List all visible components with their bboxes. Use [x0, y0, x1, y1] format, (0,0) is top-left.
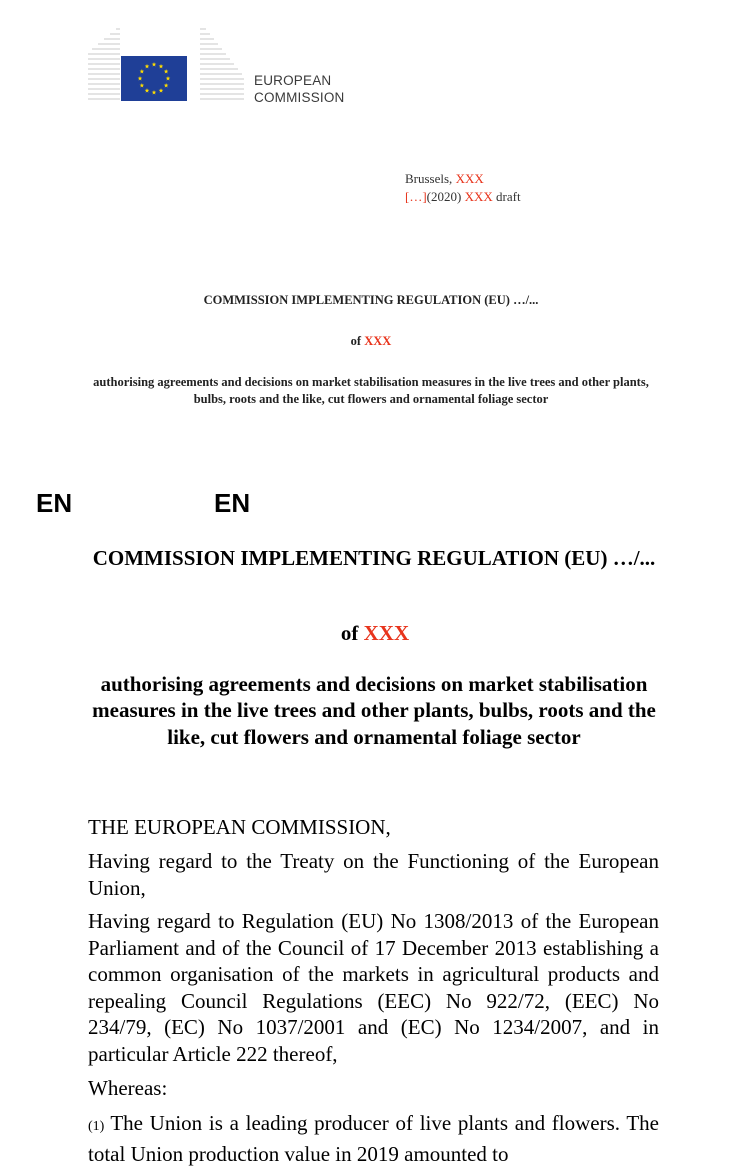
logo-line2: COMMISSION: [254, 90, 345, 105]
of-line: of XXX: [340, 621, 410, 645]
small-regulation-title: COMMISSION IMPLEMENTING REGULATION (EU) …/...: [203, 293, 539, 307]
logo-line1: EUROPEAN: [254, 73, 332, 88]
meta-city-line: Brussels, XXX: [405, 171, 484, 186]
recital-text: The Union is a leading producer of live plants and flowers. The total Union production value in 2019 amounted to: [88, 1111, 659, 1166]
language-mark-left: EN: [36, 488, 73, 518]
whereas-heading: Whereas:: [88, 1076, 168, 1100]
small-subject: authorising agreements and decisions on market stabilisation measures in the live trees and other plants, bulbs, roots and the like, cut flowers and ornamental foliage sector: [93, 375, 649, 406]
european-commission-logo: [88, 24, 248, 104]
regulation-title: COMMISSION IMPLEMENTING REGULATION (EU) …/...: [92, 546, 656, 570]
meta-ref-line: […](2020) XXX draft: [405, 189, 521, 204]
citation-treaty: Having regard to the Treaty on the Functioning of the European Union,: [88, 849, 659, 900]
small-of-line: of XXX: [350, 334, 392, 348]
recital-1: [88, 1110, 659, 1167]
language-mark-right: EN: [214, 488, 251, 518]
document-meta: [405, 170, 521, 206]
recital-number: (1): [88, 1119, 105, 1134]
logo-wordmark: [254, 72, 345, 106]
regulation-subject: authorising agreements and decisions on market stabilisation measures in the live trees and other plants, bulbs, roots and the like, cut flowers and ornamental foliage sector: [92, 672, 656, 749]
citation-regulation: Having regard to Regulation (EU) No 1308/2013 of the European Parliament and of the Council of 17 December 2013 establishing a common organisation of the markets in agricultural products and repealing Council Regulations (EEC) No 922/72, (EEC) No 234/79, (EC) No 1037/2001 and (EC) No 1234/2007, and in particular Article 222 thereof,: [88, 909, 659, 1066]
commission-heading: THE EUROPEAN COMMISSION,: [88, 815, 391, 839]
